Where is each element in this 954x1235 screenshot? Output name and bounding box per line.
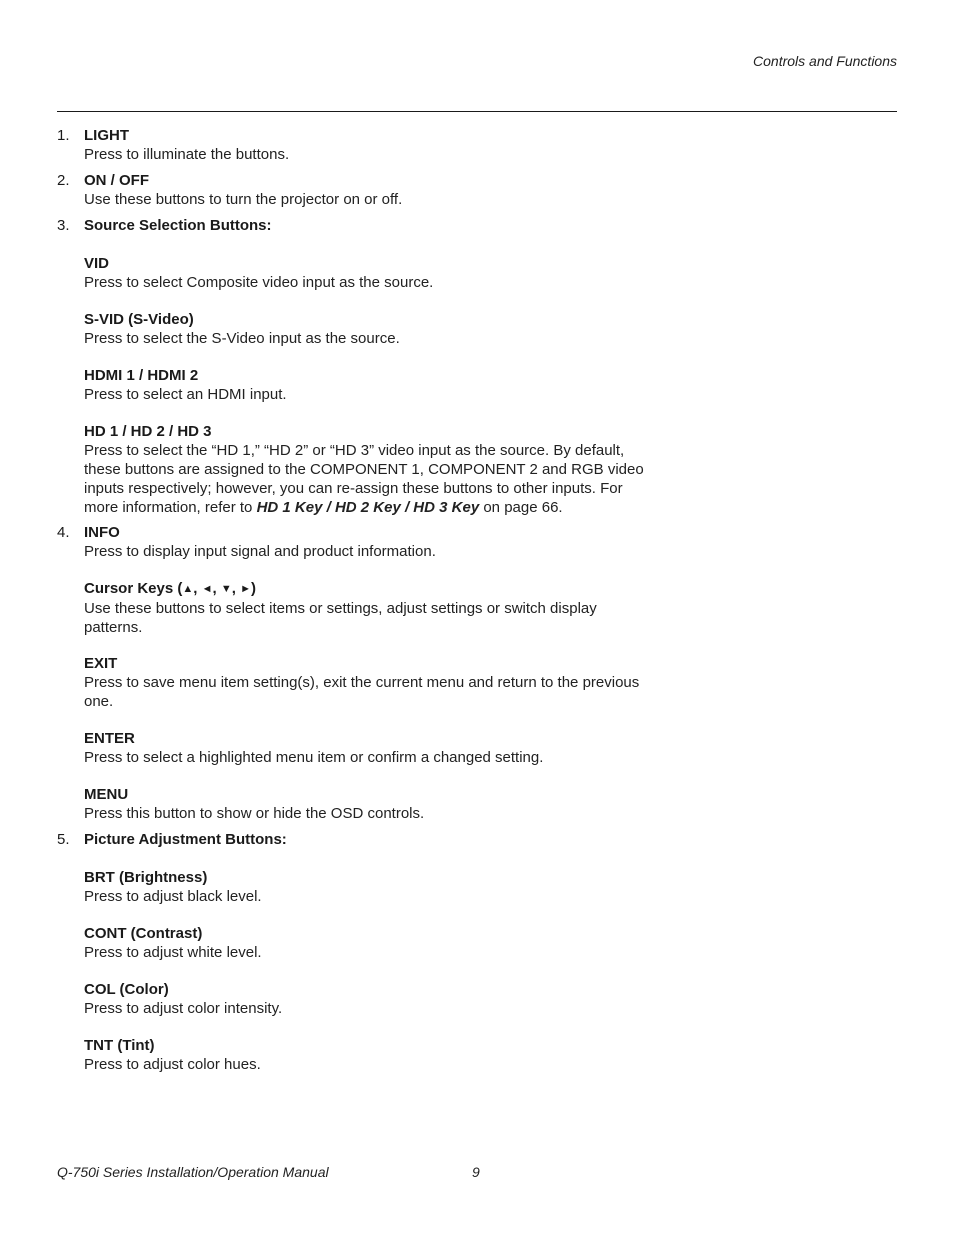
footer-manual-title: Q-750i Series Installation/Operation Manual	[57, 1164, 329, 1180]
subitem-title: COL (Color)	[84, 981, 169, 998]
subitem-svid	[84, 310, 654, 348]
page-number: 9	[472, 1164, 480, 1180]
separator: ,	[212, 580, 217, 597]
list-item-picture-adjustment	[57, 830, 657, 849]
separator: ,	[231, 580, 236, 597]
cross-reference-link[interactable]: HD 1 Key / HD 2 Key / HD 3 Key	[256, 499, 480, 516]
right-arrow-icon: ►	[240, 583, 251, 595]
subitem-description: Press to select a highlighted menu item or confirm a changed setting.	[84, 749, 544, 766]
down-arrow-icon: ▼	[220, 583, 232, 595]
header-divider	[57, 111, 897, 112]
subitem-cursor-keys	[84, 579, 654, 637]
subitem-title: CONT (Contrast)	[84, 925, 203, 942]
subitem-description: Press to save menu item setting(s), exit the current menu and return to the previous one.	[84, 674, 640, 710]
subitem-menu	[84, 785, 654, 823]
subitem-contrast	[84, 924, 654, 962]
hd-description-text: Press to select the “HD 1,” “HD 2” or “HD 3” video input as the source. By default, these buttons are assigned to the COMPONENT 1, COMPONENT 2 and RGB video inputs respectively; however, you can re-assign these buttons to other inputs. For more information, refer to	[84, 442, 644, 516]
subitem-description: Press to adjust color intensity.	[84, 1000, 283, 1017]
item-number: 4.	[57, 524, 70, 541]
subitem-title: MENU	[84, 786, 129, 803]
item-description: Press to display input signal and product information.	[84, 543, 436, 560]
subitem-title: BRT (Brightness)	[84, 869, 208, 886]
running-header: Controls and Functions	[753, 53, 897, 69]
subitem-brightness	[84, 868, 654, 906]
item-title: INFO	[84, 524, 120, 541]
list-item-on-off	[57, 171, 657, 209]
subitem-title: ENTER	[84, 730, 135, 747]
up-arrow-icon: ▲	[182, 583, 194, 595]
subitem-tint	[84, 1036, 654, 1074]
subitem-title: TNT (Tint)	[84, 1037, 155, 1054]
subitem-title: VID	[84, 255, 110, 272]
left-arrow-icon: ◄	[201, 583, 213, 595]
item-title: LIGHT	[84, 127, 129, 144]
item-number: 2.	[57, 172, 70, 189]
cursor-title-prefix: Cursor Keys (	[84, 580, 183, 597]
subitem-description: Press to adjust color hues.	[84, 1056, 261, 1073]
item-description: Press to illuminate the buttons.	[84, 146, 290, 163]
subitem-hdmi	[84, 366, 654, 404]
subitem-enter	[84, 729, 654, 767]
item-title: ON / OFF	[84, 172, 149, 189]
subitem-description: Use these buttons to select items or settings, adjust settings or switch display patterns.	[84, 600, 597, 636]
subitem-title: S-VID (S-Video)	[84, 311, 194, 328]
cursor-title-suffix: )	[250, 580, 256, 597]
subitem-exit	[84, 654, 654, 711]
subitem-description: Press to select Composite video input as the source.	[84, 274, 434, 291]
item-title: Picture Adjustment Buttons:	[84, 831, 287, 848]
subitem-title: HD 1 / HD 2 / HD 3	[84, 423, 212, 440]
subitem-description: Press to select the S-Video input as the source.	[84, 330, 400, 347]
subitem-title: EXIT	[84, 655, 118, 672]
list-item-light	[57, 126, 657, 164]
item-title: Source Selection Buttons:	[84, 217, 272, 234]
item-number: 5.	[57, 831, 70, 848]
subitem-description	[84, 441, 654, 517]
item-description: Use these buttons to turn the projector on or off.	[84, 191, 403, 208]
subitem-title	[84, 579, 654, 599]
subitem-description: Press this button to show or hide the OSD controls.	[84, 805, 425, 822]
separator: ,	[193, 580, 198, 597]
subitem-description: Press to select an HDMI input.	[84, 386, 287, 403]
item-number: 3.	[57, 217, 70, 234]
subitem-hd	[84, 422, 654, 517]
list-item-info	[57, 523, 657, 561]
subitem-vid	[84, 254, 654, 292]
list-item-source-selection	[57, 216, 657, 235]
subitem-description: Press to adjust white level.	[84, 944, 262, 961]
hd-description-page: on page 66.	[483, 499, 563, 516]
subitem-color	[84, 980, 654, 1018]
item-number: 1.	[57, 127, 70, 144]
subitem-title: HDMI 1 / HDMI 2	[84, 367, 199, 384]
subitem-description: Press to adjust black level.	[84, 888, 262, 905]
